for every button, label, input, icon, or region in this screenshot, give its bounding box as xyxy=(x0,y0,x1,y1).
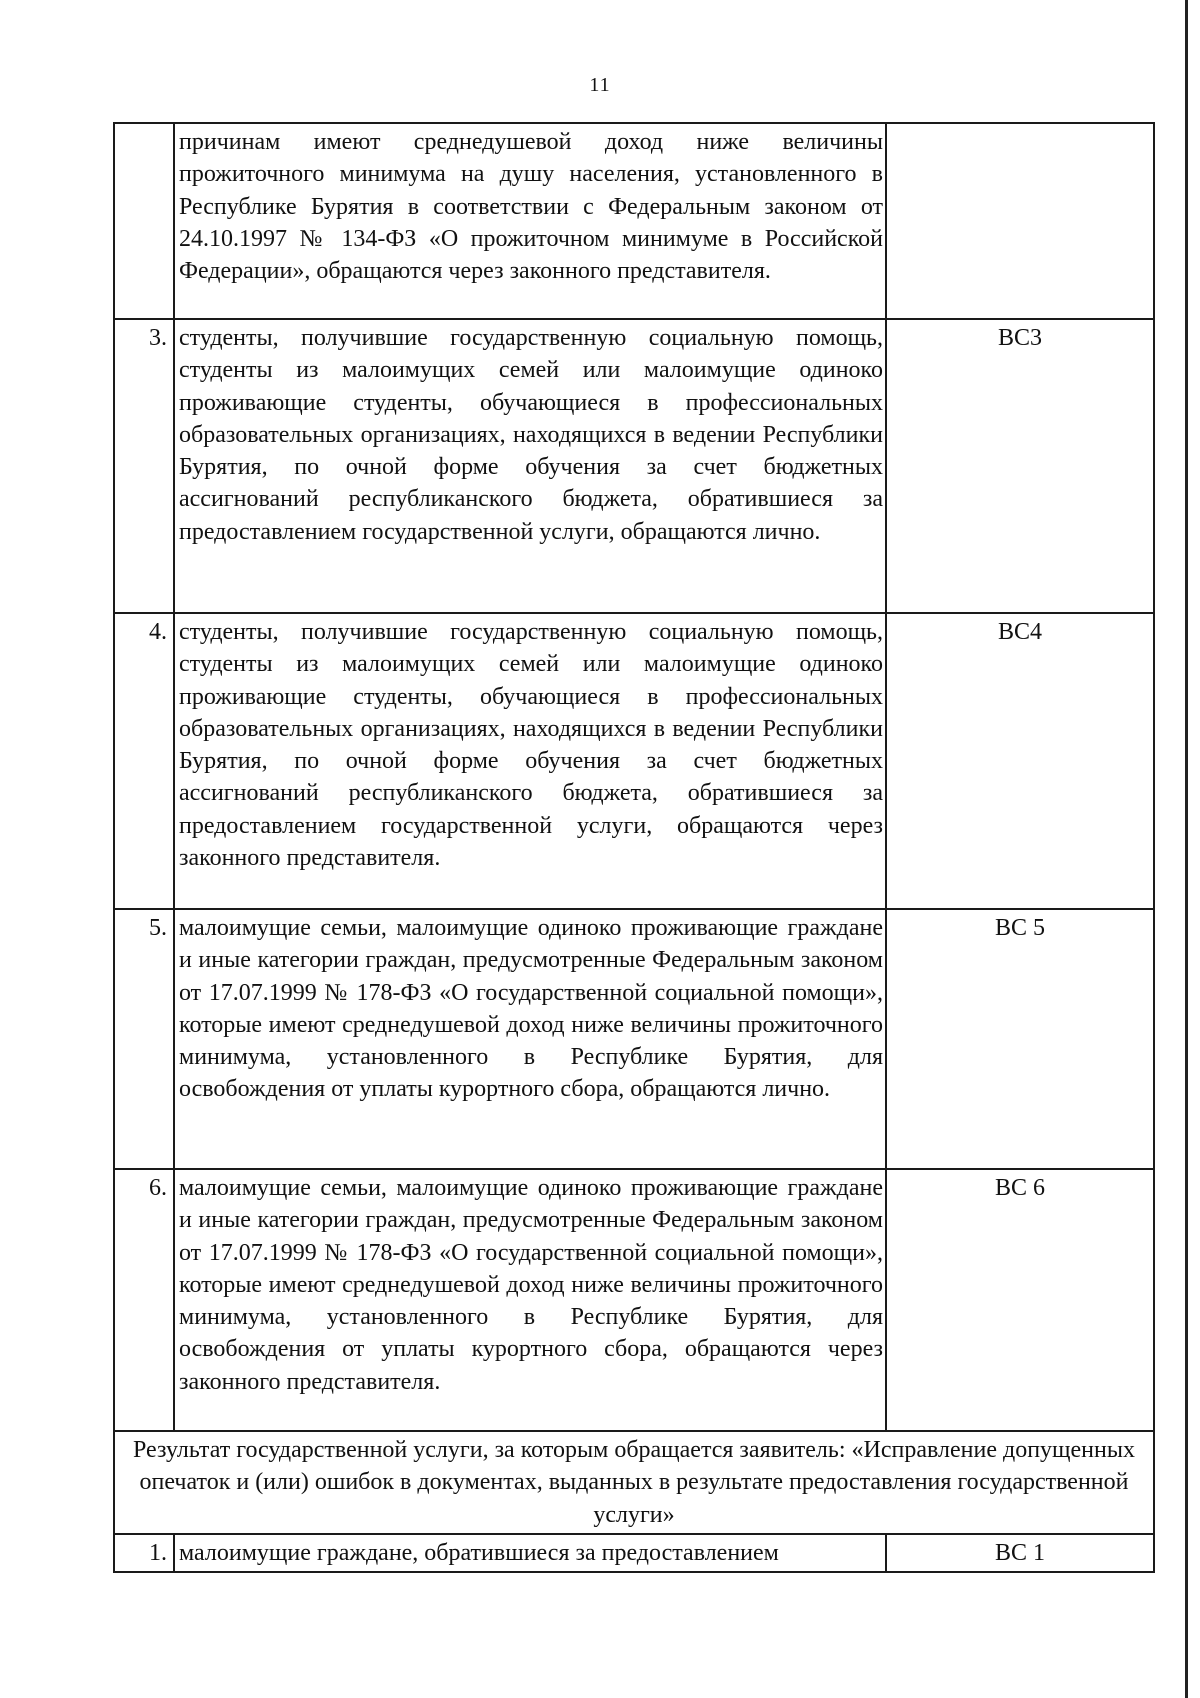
page-number: 11 xyxy=(589,74,611,96)
applicant-variants-table xyxy=(113,122,1155,1573)
row-number xyxy=(114,123,174,319)
variant-code xyxy=(886,123,1154,319)
variant-code: ВС4 xyxy=(886,613,1154,909)
row-number: 1. xyxy=(114,1534,174,1572)
row-description: малоимущие граждане, обратившиеся за предоставлением xyxy=(174,1534,886,1572)
variant-code: ВС3 xyxy=(886,319,1154,613)
row-description: малоимущие семьи, малоимущие одиноко проживающие граждане и иные категории граждан, предусмотренные Федеральным законом от 17.07.1999 № 178-ФЗ «О государственной социальной помощи», которые имеют среднедушевой доход ниже величины прожиточного минимума, установленного в Республике Бурятия, для освобождения от уплаты курортного сбора, обращаются через законного представителя. xyxy=(174,1169,886,1431)
table-row xyxy=(114,613,1154,909)
row-description: студенты, получившие государственную социальную помощь, студенты из малоимущих семей или малоимущие одиноко проживающие студенты, обучающиеся в профессиональных образовательных организациях, находящихся в ведении Республики Бурятия, по очной форме обучения за счет бюджетных ассигнований республиканского бюджета, обратившиеся за предоставлением государственной услуги, обращаются лично. xyxy=(174,319,886,613)
row-number: 5. xyxy=(114,909,174,1169)
table-row xyxy=(114,909,1154,1169)
row-description: причинам имеют среднедушевой доход ниже величины прожиточного минимума на душу населения, установленного в Республике Бурятия в соответствии с Федеральным законом от 24.10.1997 № 134-ФЗ «О прожиточном минимуме в Российской Федерации», обращаются через законного представителя. xyxy=(174,123,886,319)
row-number: 6. xyxy=(114,1169,174,1431)
row-number: 4. xyxy=(114,613,174,909)
table-row xyxy=(114,123,1154,319)
table-row xyxy=(114,1534,1154,1572)
page-edge-line xyxy=(1185,0,1188,1698)
row-description: малоимущие семьи, малоимущие одиноко проживающие граждане и иные категории граждан, предусмотренные Федеральным законом от 17.07.1999 № 178-ФЗ «О государственной социальной помощи», которые имеют среднедушевой доход ниже величины прожиточного минимума, установленного в Республике Бурятия, для освобождения от уплаты курортного сбора, обращаются лично. xyxy=(174,909,886,1169)
result-header: Результат государственной услуги, за которым обращается заявитель: «Исправление допущенных опечаток и (или) ошибок в документах, выданных в результате предоставления государственной услуги» xyxy=(114,1431,1154,1534)
result-header-row xyxy=(114,1431,1154,1534)
variant-code: ВС 1 xyxy=(886,1534,1154,1572)
variant-code: ВС 5 xyxy=(886,909,1154,1169)
row-description: студенты, получившие государственную социальную помощь, студенты из малоимущих семей или малоимущие одиноко проживающие студенты, обучающиеся в профессиональных образовательных организациях, находящихся в ведении Республики Бурятия, по очной форме обучения за счет бюджетных ассигнований республиканского бюджета, обратившиеся за предоставлением государственной услуги, обращаются через законного представителя. xyxy=(174,613,886,909)
table-row xyxy=(114,319,1154,613)
variant-code: ВС 6 xyxy=(886,1169,1154,1431)
row-number: 3. xyxy=(114,319,174,613)
table-row xyxy=(114,1169,1154,1431)
